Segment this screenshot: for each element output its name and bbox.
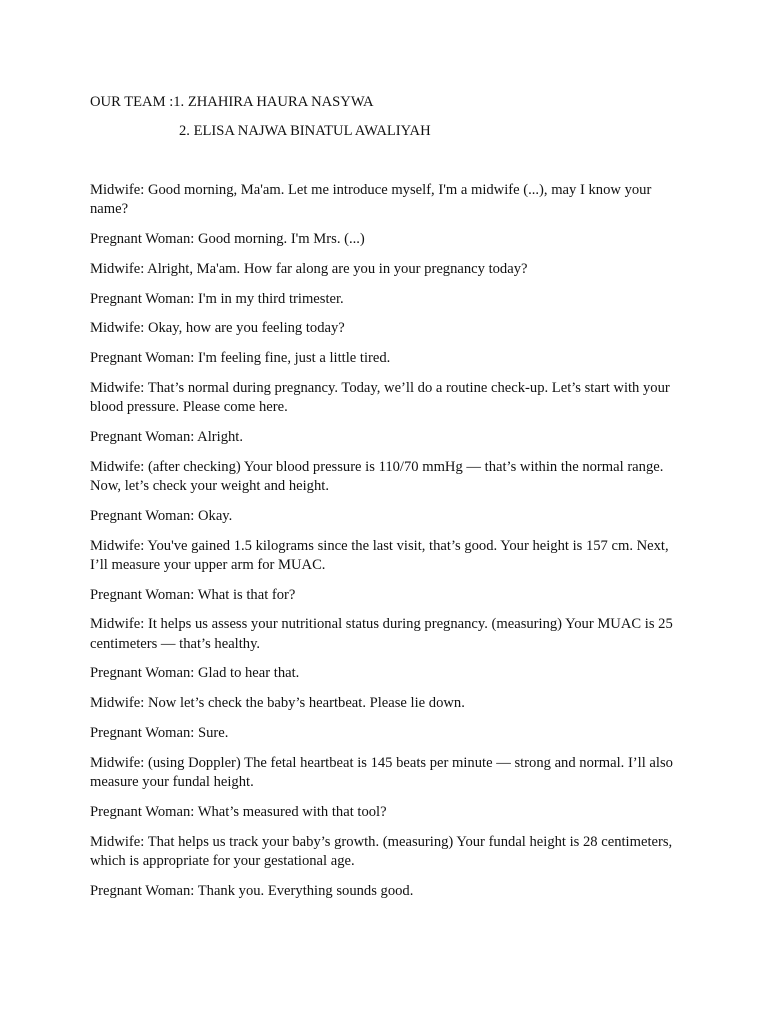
dialogue-line: Pregnant Woman: Thank you. Everything sounds good. [90,882,414,899]
dialogue-line: Midwife: Now let’s check the baby’s heartbeat. Please lie down. [90,695,465,712]
team-heading: OUR TEAM :1. ZHAHIRA HAURA NASYWA [90,94,374,110]
dialogue-line: Pregnant Woman: I'm in my third trimester. [90,290,344,307]
dialogue-line: Midwife: Alright, Ma'am. How far along are you in your pregnancy today? [90,260,528,277]
team-member-2: 2. ELISA NAJWA BINATUL AWALIYAH [179,123,431,139]
dialogue-line: Pregnant Woman: Okay. [90,507,233,524]
dialogue-line: Midwife: It helps us assess your nutritional status during pregnancy. (measuring) Your MUAC is 25 centimeters — that’s healthy. [90,616,673,652]
dialogue-line: Pregnant Woman: I'm feeling fine, just a little tired. [90,350,391,367]
dialogue-line: Pregnant Woman: Good morning. I'm Mrs. (...) [90,231,365,247]
dialogue-line: Midwife: That’s normal during pregnancy. Today, we’ll do a routine check-up. Let’s start with your blood pressure. Please come here. [90,379,670,416]
dialogue-line: Midwife: You've gained 1.5 kilograms since the last visit, that’s good. Your height is 157 cm. Next, I’ll measure your upper arm for MUAC. [90,537,669,573]
dialogue-body [90,181,690,911]
dialogue-line: Pregnant Woman: What is that for? [90,586,296,603]
dialogue-line: Midwife: Okay, how are you feeling today? [90,320,345,337]
dialogue-line: Midwife: Good morning, Ma'am. Let me introduce myself, I'm a midwife (...), may I know your name? [90,182,652,218]
dialogue-line: Pregnant Woman: What’s measured with that tool? [90,803,387,820]
dialogue-line: Pregnant Woman: Sure. [90,724,229,741]
dialogue-line: Midwife: (using Doppler) The fetal heartbeat is 145 beats per minute — strong and normal. I’ll also measure your fundal height. [90,754,673,790]
dialogue-line: Midwife: (after checking) Your blood pressure is 110/70 mmHg — that’s within the normal range. Now, let’s check your weight and height. [90,458,664,494]
dialogue-line: Midwife: That helps us track your baby’s growth. (measuring) Your fundal height is 28 centimeters, which is appropriate for your gestational age. [90,833,673,869]
dialogue-line: Pregnant Woman: Glad to hear that. [90,665,300,682]
dialogue-line: Pregnant Woman: Alright. [90,428,243,445]
